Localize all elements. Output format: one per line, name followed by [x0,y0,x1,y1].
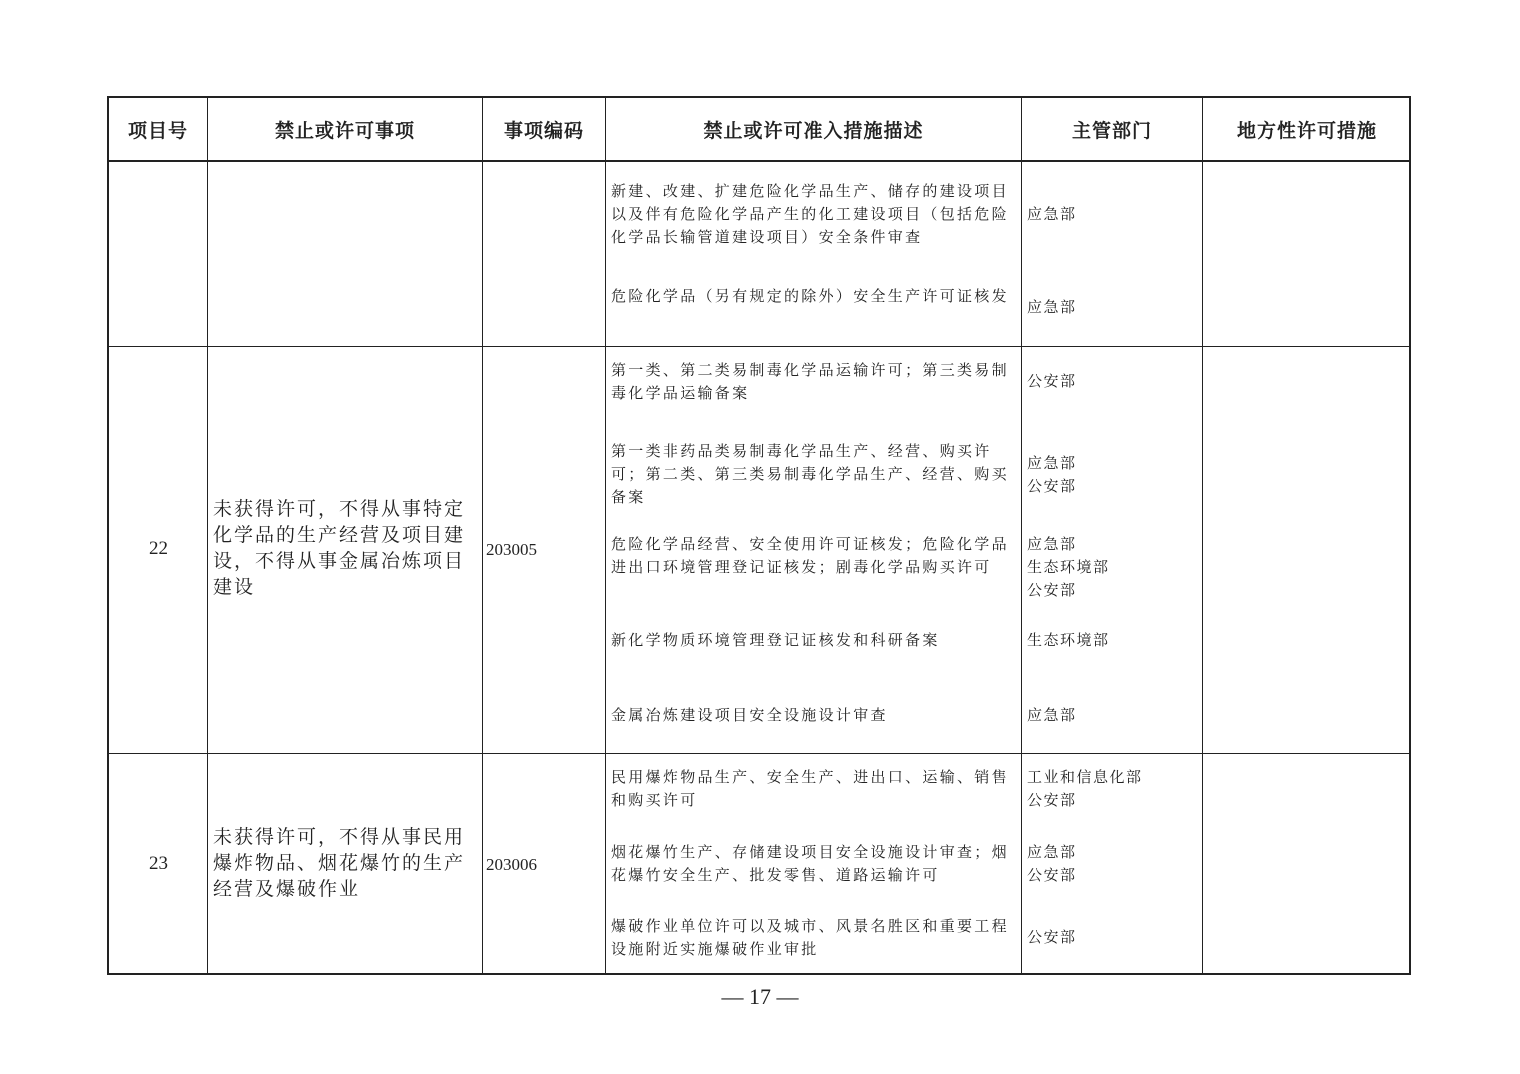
measure-description: 金属冶炼建设项目安全设施设计审查 [611,706,888,724]
measure-description: 民用爆炸物品生产、安全生产、进出口、运输、销售和购买许可 [611,768,1009,809]
measure-department: 应急部 生态环境部 公安部 [1027,535,1110,599]
measure-description: 危险化学品经营、安全使用许可证核发；危险化学品进出口环境管理登记证核发；剧毒化学品购买许可 [611,535,1009,576]
page-number: — 17 — [721,984,799,1009]
measure-department: 生态环境部 [1027,631,1110,649]
header-cell-local-measures: 地方性许可措施 [1236,119,1377,142]
measure-department: 公安部 [1027,928,1077,946]
item-code: 203006 [486,855,537,874]
measure-description: 第一类非药品类易制毒化学品生产、经营、购买许可；第二类、第三类易制毒化学品生产、经营、购买备案 [611,442,1009,506]
item-name: 未获得许可，不得从事特定化学品的生产经营及项目建设，不得从事金属冶炼项目建设 [213,498,466,598]
header-divider [109,160,1409,162]
regulation-table [107,96,1411,975]
header-cell-description: 禁止或许可准入措施描述 [703,119,924,142]
measure-description: 烟花爆竹生产、存储建设项目安全设施设计审查；烟花爆竹安全生产、批发零售、道路运输许可 [611,843,1009,884]
measure-description: 新化学物质环境管理登记证核发和科研备案 [611,631,940,649]
item-code: 203005 [486,540,537,559]
measure-department: 应急部 公安部 [1027,843,1077,884]
measure-description: 新建、改建、扩建危险化学品生产、储存的建设项目以及伴有危险化学品产生的化工建设项目（包括危险化学品长输管道建设项目）安全条件审查 [611,182,1009,246]
col-divider [1202,98,1203,973]
item-name: 未获得许可，不得从事民用爆炸物品、烟花爆竹的生产经营及爆破作业 [213,826,466,900]
measure-department: 应急部 [1027,706,1077,724]
col-divider [207,98,208,973]
header-cell-department: 主管部门 [1071,119,1152,142]
measure-description: 爆破作业单位许可以及城市、风景名胜区和重要工程设施附近实施爆破作业审批 [611,917,1009,958]
measure-department: 公安部 [1027,372,1077,390]
col-divider [605,98,606,973]
col-divider [1021,98,1022,973]
measure-department: 工业和信息化部 公安部 [1027,768,1143,809]
header-cell-code: 事项编码 [503,119,584,142]
row-divider [109,753,1409,754]
measure-department: 应急部 公安部 [1027,454,1077,495]
measure-department: 应急部 [1027,205,1077,223]
col-divider [482,98,483,973]
measure-department: 应急部 [1027,298,1077,316]
item-number: 23 [149,853,168,874]
measure-description: 第一类、第二类易制毒化学品运输许可；第三类易制毒化学品运输备案 [611,361,1009,402]
header-cell-number: 项目号 [127,119,188,142]
row-divider [109,346,1409,347]
measure-description: 危险化学品（另有规定的除外）安全生产许可证核发 [611,287,1009,305]
item-number: 22 [149,538,168,559]
header-cell-item: 禁止或许可事项 [274,119,415,142]
